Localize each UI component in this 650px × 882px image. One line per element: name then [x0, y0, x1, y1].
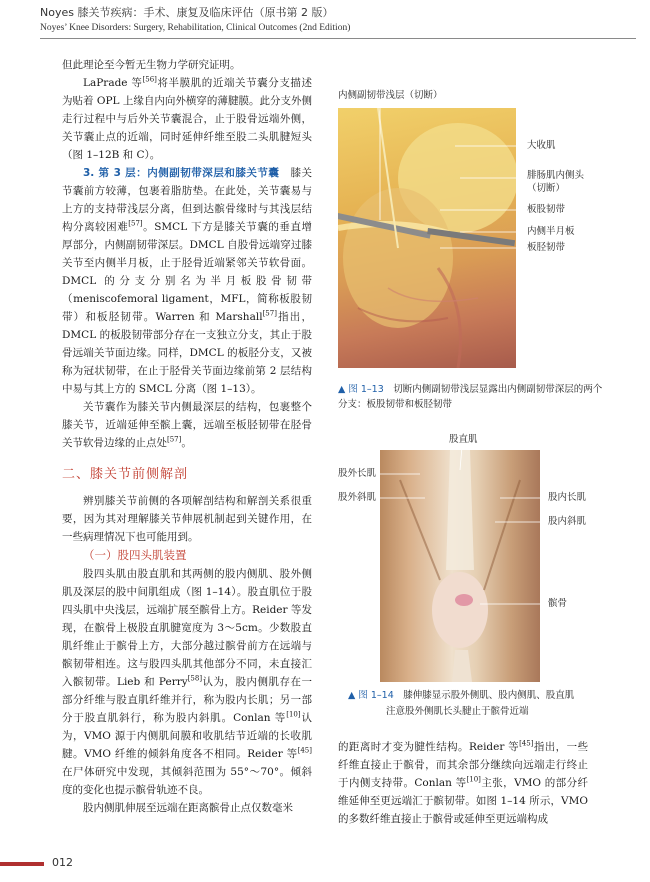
- subheading-layer-3: 3. 第 3 层：内侧副韧带深层和膝关节囊: [83, 167, 280, 179]
- fig13-label: 内侧半月板: [527, 226, 575, 237]
- section-title: 二、膝关节前侧解剖: [62, 467, 189, 482]
- caption-marker-icon: ▲: [348, 690, 356, 701]
- right-column-text: [338, 738, 588, 828]
- subsection-title: （一）股四头肌装置: [83, 548, 187, 562]
- paragraph: 的距离时才变为腱性结构。Reider 等[45]指出，一些纤维直接止于髌骨，而其余部分继续向远端走行终止于内侧支持带。Conlan 等[10]主张，VMO 的部分纤维延伸至更远端汇于髌韧带。如图 1–14 所示，VMO 的多数纤维直接止于髌骨或延伸至更远端构成: [338, 739, 589, 825]
- footer-accent-bar: [0, 862, 44, 866]
- paragraph: 关节囊作为膝关节内侧最深层的结构，包裹整个膝关节，近端延伸至髌上囊，远端至板胫韧带在胫骨关节软骨边缘的止点处[57]。: [62, 401, 312, 449]
- figure-1-13-caption: ▲ 图 1–13 切断内侧副韧带浅层显露出内侧副韧带深层的两个分支：板股韧带和板胫韧带: [338, 384, 603, 410]
- fig13-label: 板股韧带: [527, 204, 566, 215]
- fig14-label: 髌骨: [548, 598, 568, 609]
- fig14-label: 股外斜肌: [338, 492, 377, 503]
- fig13-label: 大收肌: [527, 140, 556, 151]
- figure-1-14-caption: ▲ 图 1–14 膝伸膝显示股外侧肌、股内侧肌、股直肌: [348, 690, 575, 701]
- paragraph: 辨别膝关节前侧的各项解剖结构和解剖关系很重要，因为其对理解膝关节伸展机制起到关键作用，在一些病理情况下也可能用到。: [62, 495, 312, 543]
- fig13-label: （切断）: [527, 183, 566, 194]
- fig13-label: 腓肠肌内侧头: [527, 170, 585, 181]
- fig14-label: 股直肌: [449, 434, 478, 445]
- fig14-label: 股内长肌: [548, 492, 587, 503]
- page-number: 012: [52, 856, 73, 869]
- fig14-label: 股外长肌: [338, 468, 377, 479]
- fig13-label: 板胫韧带: [527, 242, 566, 253]
- paragraph: 但此理论至今暂无生物力学研究证明。: [62, 59, 241, 71]
- caption-marker-icon: ▲: [338, 384, 346, 395]
- header-title-cn: Noyes 膝关节疾病：手术、康复及临床评估（原书第 2 版）: [40, 6, 334, 19]
- paragraph: LaPrade 等[56]将半膜肌的近端关节囊分支描述为贴着 OPL 上缘自内向外横穿的薄腱膜。此分支外侧走行过程中与后外关节囊混合，止于股骨远端外侧，关节囊止点的近端，同时延伸纤维至股二头肌腱短头（图 1–12B 和 C）。: [62, 75, 312, 161]
- paragraph: 3. 第 3 层：内侧副韧带深层和膝关节囊 膝关节囊前方较薄，包裹着脂肪垫。在此处，关节囊易与上方的支持带浅层分离，但到达髌骨缘时与其浅层结构分离较困难[57]。SMCL 下方是膝关节囊的垂直增厚部分，内侧副韧带深层。DMCL 自股骨远端穿过膝关节至内侧半月板，止于胫骨近端紧邻关节软骨面。DMCL 的分支分别名为半月板股骨韧带（meniscofemoral ligament，MFL，简称板股韧带）和板胫韧带。Warren 和 Marshall[57]指出，DMCL 的板股韧带部分存在一支独立分支，其止于股骨远端关节面边缘。同样，DMCL 的板胫分支，又被称为冠状韧带，在止于胫骨关节面边缘前第 2 层结构中易与其上方的 SMCL 分离（图 1–13）。: [62, 167, 313, 395]
- paragraph: 股四头肌由股直肌和其两侧的股内侧肌、股外侧肌及深层的股中间肌组成（图 1–14）。股直肌位于股四头肌中央浅层，远端扩展至髌骨上方。Reider 等发现，在髌骨上极股直肌腱宽度为 3～5cm。少数股直肌纤维止于髌骨上方，大部分越过髌骨前方在远端与髌韧带相连。这与股四头肌其他部分不同，未直接汇入髌韧带。Lieb 和 Perry[58]认为，股内侧肌存在一部分纤维与股直肌纤维并行，称为股内长肌；另一部分于股直肌斜行，称为股内斜肌。Conlan 等[10]认为，VMO 源于内侧肌间膜和收肌结节近端的长收肌腱。VMO 纤维的倾斜角度各不相同。Reider 等[45]在尸体研究中发现，其倾斜范围为 55°～70°。倾斜度的变化也提示髌骨轨迹不良。: [62, 568, 313, 796]
- paragraph: 股内侧肌伸展至远端在距离髌骨止点仅数毫米: [83, 802, 293, 814]
- figure-1-14-caption-line2: 注意股外侧肌长头腱止于髌骨近端: [386, 706, 529, 717]
- fig13-label-top: 内侧副韧带浅层（切断）: [338, 90, 443, 101]
- header-title-en: Noyes’ Knee Disorders: Surgery, Rehabilitation, Clinical Outcomes (2nd Edition): [40, 23, 351, 33]
- fig14-label: 股内斜肌: [548, 516, 587, 527]
